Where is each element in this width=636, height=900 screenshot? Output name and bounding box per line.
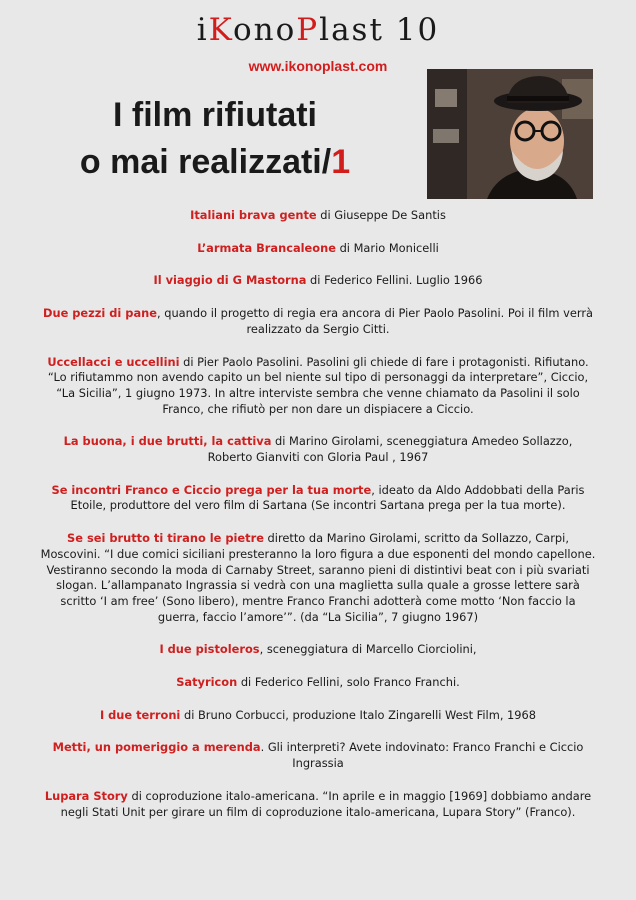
- film-description: diretto da Marino Girolami, scritto da Sollazzo, Carpi, Moscovini. “I due comici siciliani presteranno la loro figura a due esponenti del mondo capellone. Vestiranno secondo la moda di Carnaby Street, saranno pieni di distintivi beat con i più svariati slogan. L’allampanato Ingrassia si vedrà con una maglietta sulla quale a grosse lettere sarà scritto ‘I am free’ (Sono libero), mentre Franco Franchi adotterà come motto ‘Non faccio la guerra, faccio l’amore’”. (da “La Sicilia”, 7 giugno 1967): [40, 531, 596, 624]
- list-item: [40, 675, 596, 691]
- film-description: di Marino Girolami, sceneggiatura Amedeo Sollazzo, Roberto Gianviti con Gloria Paul , 1967: [207, 434, 573, 465]
- film-title: Se sei brutto ti tirano le pietre: [67, 531, 264, 546]
- film-description: di Federico Fellini, solo Franco Franchi.: [237, 675, 460, 690]
- list-item: [40, 306, 596, 337]
- film-title: La buona, i due brutti, la cattiva: [63, 434, 272, 449]
- list-item: [40, 642, 596, 658]
- film-description: di Giuseppe De Santis: [316, 208, 446, 222]
- list-item: [40, 531, 596, 625]
- film-title: Se incontri Franco e Ciccio prega per la tua morte: [51, 482, 372, 497]
- brand-logo: [0, 12, 636, 48]
- film-title: Due pezzi di pane: [43, 306, 157, 321]
- film-description: . Gli interpreti? Avete indovinato: Franco Franchi e Ciccio Ingrassia: [260, 740, 584, 771]
- portrait-illustration: [427, 69, 593, 199]
- film-title: Metti, un pomeriggio a merenda: [52, 740, 261, 755]
- film-title: Italiani brava gente: [190, 208, 317, 222]
- film-title: Satyricon: [176, 675, 238, 690]
- brand-part: i: [196, 12, 209, 48]
- brand-part: ono: [233, 12, 297, 48]
- film-title: I due terroni: [99, 707, 181, 722]
- film-description: , sceneggiatura di Marcello Ciorciolini,: [259, 642, 477, 657]
- brand-part: K: [208, 12, 233, 48]
- website-link[interactable]: www.ikonoplast.com: [248, 58, 388, 74]
- film-title: Il viaggio di G Mastorna: [153, 273, 307, 288]
- list-item: [40, 434, 596, 465]
- list-item: [40, 708, 596, 724]
- title-number: 1: [331, 143, 351, 181]
- title-line-2: [30, 139, 400, 186]
- film-title: I due pistoleros: [159, 642, 260, 657]
- list-item: [40, 273, 596, 289]
- list-item: [40, 355, 596, 418]
- film-description: di Bruno Corbucci, produzione Italo Zingarelli West Film, 1968: [180, 707, 537, 722]
- list-item: [40, 241, 596, 257]
- page-title: [30, 92, 400, 186]
- film-title: L’armata Brancaleone: [197, 240, 336, 255]
- title-line-1: I film rifiutati: [113, 96, 317, 134]
- film-description: , quando il progetto di regia era ancora di Pier Paolo Pasolini. Poi il film verrà realizzato da Sergio Citti.: [156, 306, 593, 336]
- list-item: [40, 208, 596, 224]
- film-title: Uccellacci e uccellini: [47, 354, 180, 369]
- list-item: [40, 740, 596, 771]
- list-item: [40, 789, 596, 820]
- film-description: di coproduzione italo-americana. “In aprile e in maggio [1969] dobbiamo andare negli Stati Unit per girare un film di coproduzione italo-americana, Lupara Story” (Franco).: [60, 788, 592, 819]
- brand-part: P: [296, 12, 320, 48]
- film-description: di Mario Monicelli: [335, 240, 439, 255]
- film-description: , ideato da Aldo Addobbati della Paris Etoile, produttore del vero film di Sartana (Se incontri Sartana prega per la tua morte).: [70, 482, 585, 513]
- portrait-photo: [427, 69, 593, 199]
- film-list: [40, 208, 596, 837]
- list-item: [40, 483, 596, 514]
- film-description: di Pier Paolo Pasolini. Pasolini gli chiede di fare i protagonisti. Rifiutano. “Lo rifiutammo non avendo capito un bel niente sul tipo di personaggi da interpretare”, Ciccio, “La Sicilia”, 1 giugno 1973. In altre interviste sembra che venne chiamato da Pasolini il solo Franco, che rifiutò per non dare un dispiacere a Ciccio.: [47, 354, 589, 416]
- film-title: Lupara Story: [44, 788, 128, 803]
- title-line-2-text: o mai realizzati/: [79, 143, 332, 181]
- film-description: di Federico Fellini. Luglio 1966: [306, 273, 483, 288]
- brand-part: last 10: [319, 12, 440, 48]
